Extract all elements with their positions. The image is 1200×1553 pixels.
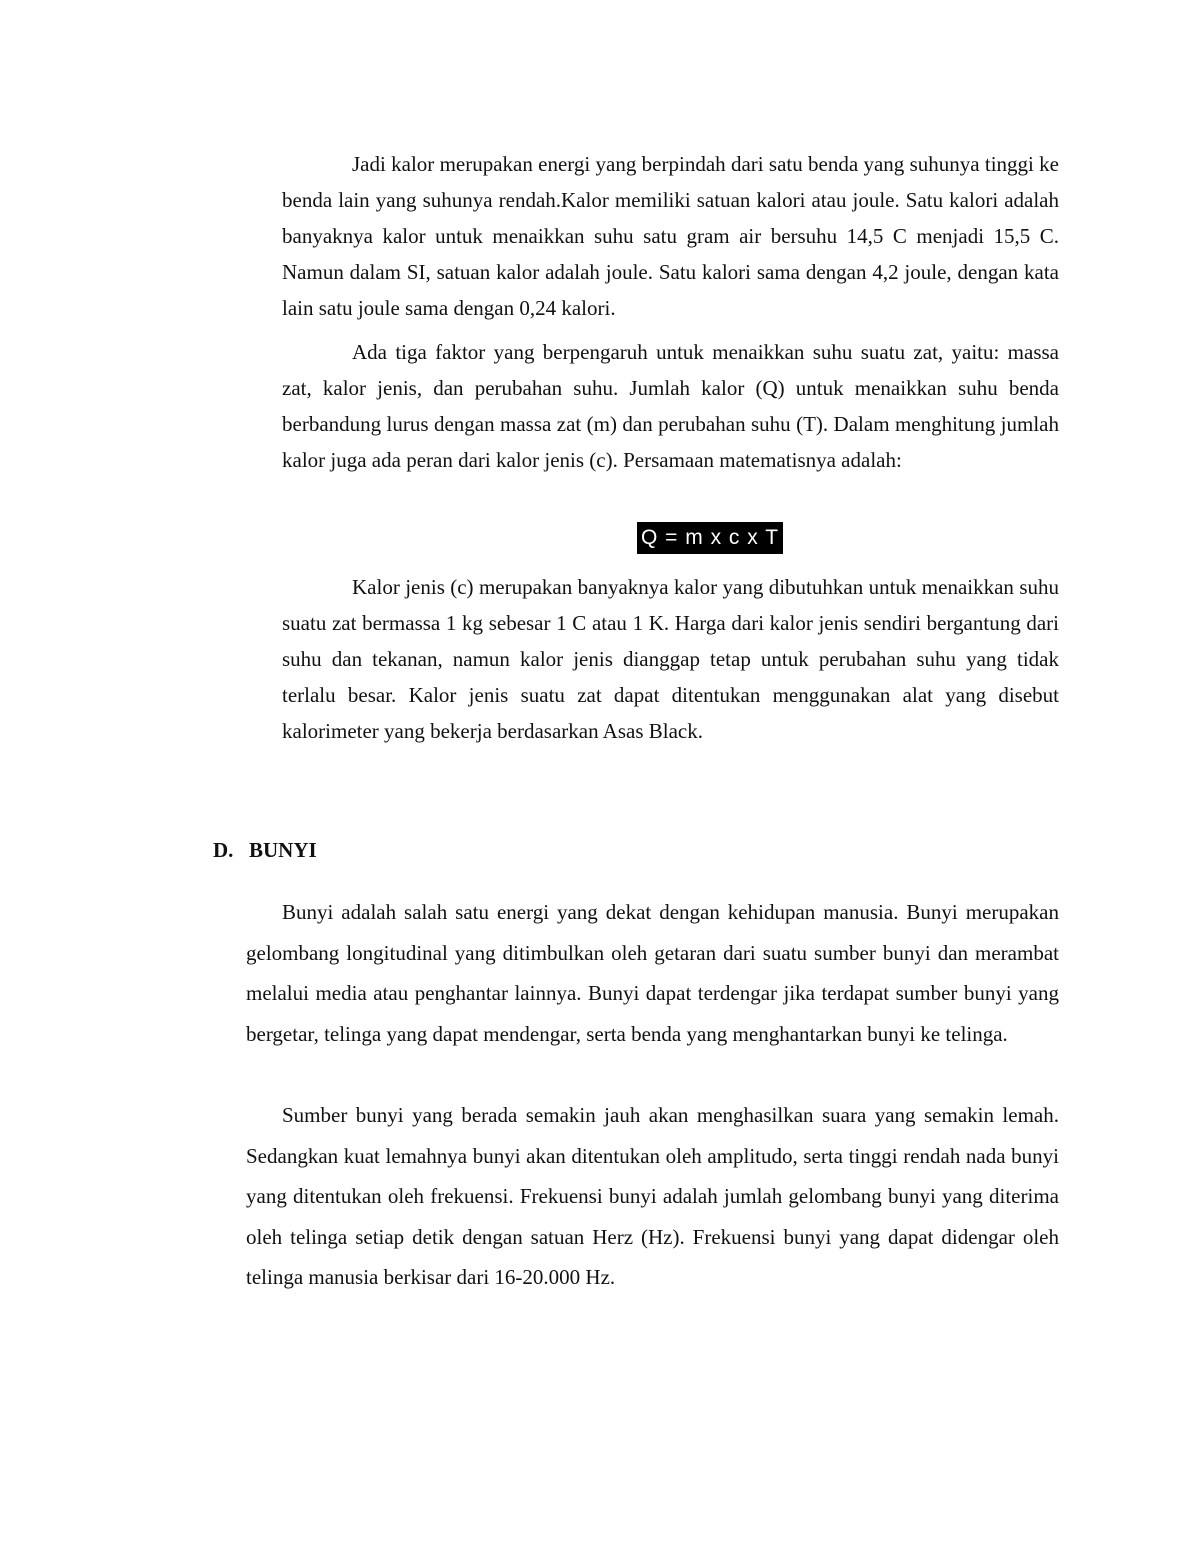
section-heading <box>213 832 317 868</box>
paragraph-kalor-definition: Jadi kalor merupakan energi yang berpindah dari satu benda yang suhunya tinggi ke benda lain yang suhunya rendah.Kalor memiliki satuan kalori atau joule. Satu kalori adalah banyaknya kalor untuk menaikkan suhu satu gram air bersuhu 14,5 C menjadi 15,5 C. Namun dalam SI, satuan kalor adalah joule. Satu kalori sama dengan 4,2 joule, dengan kata lain satu joule sama dengan 0,24 kalori. <box>282 152 1059 320</box>
section-number: D. <box>213 838 234 862</box>
section-title: BUNYI <box>249 838 317 862</box>
formula-highlight: Q = m x c x T <box>637 522 783 554</box>
paragraph-kalor-factors: Ada tiga faktor yang berpengaruh untuk menaikkan suhu suatu zat, yaitu: massa zat, kalor jenis, dan perubahan suhu. Jumlah kalor (Q) untuk menaikkan suhu benda berbandung lurus dengan massa zat (m) dan perubahan suhu (T). Dalam menghitung jumlah kalor juga ada peran dari kalor jenis (c). Persamaan matematisnya adalah: <box>282 340 1059 472</box>
paragraph-bunyi-definition: Bunyi adalah salah satu energi yang dekat dengan kehidupan manusia. Bunyi merupakan gelombang longitudinal yang ditimbulkan oleh getaran dari suatu sumber bunyi dan merambat melalui media atau penghantar lainnya. Bunyi dapat terdengar jika terdapat sumber bunyi yang bergetar, telinga yang dapat mendengar, serta benda yang menghantarkan bunyi ke telinga. <box>246 900 1059 1046</box>
paragraph-bunyi-frequency: Sumber bunyi yang berada semakin jauh akan menghasilkan suara yang semakin lemah. Sedangkan kuat lemahnya bunyi akan ditentukan oleh amplitudo, serta tinggi rendah nada bunyi yang ditentukan oleh frekuensi. Frekuensi bunyi adalah jumlah gelombang bunyi yang diterima oleh telinga setiap detik dengan satuan Herz (Hz). Frekuensi bunyi yang dapat didengar oleh telinga manusia berkisar dari 16-20.000 Hz. <box>246 1103 1059 1289</box>
paragraph-kalor-jenis: Kalor jenis (c) merupakan banyaknya kalor yang dibutuhkan untuk menaikkan suhu suatu zat bermassa 1 kg sebesar 1 C atau 1 K. Harga dari kalor jenis sendiri bergantung dari suhu dan tekanan, namun kalor jenis dianggap tetap untuk perubahan suhu yang tidak terlalu besar. Kalor jenis suatu zat dapat ditentukan menggunakan alat yang disebut kalorimeter yang bekerja berdasarkan Asas Black. <box>282 575 1059 743</box>
